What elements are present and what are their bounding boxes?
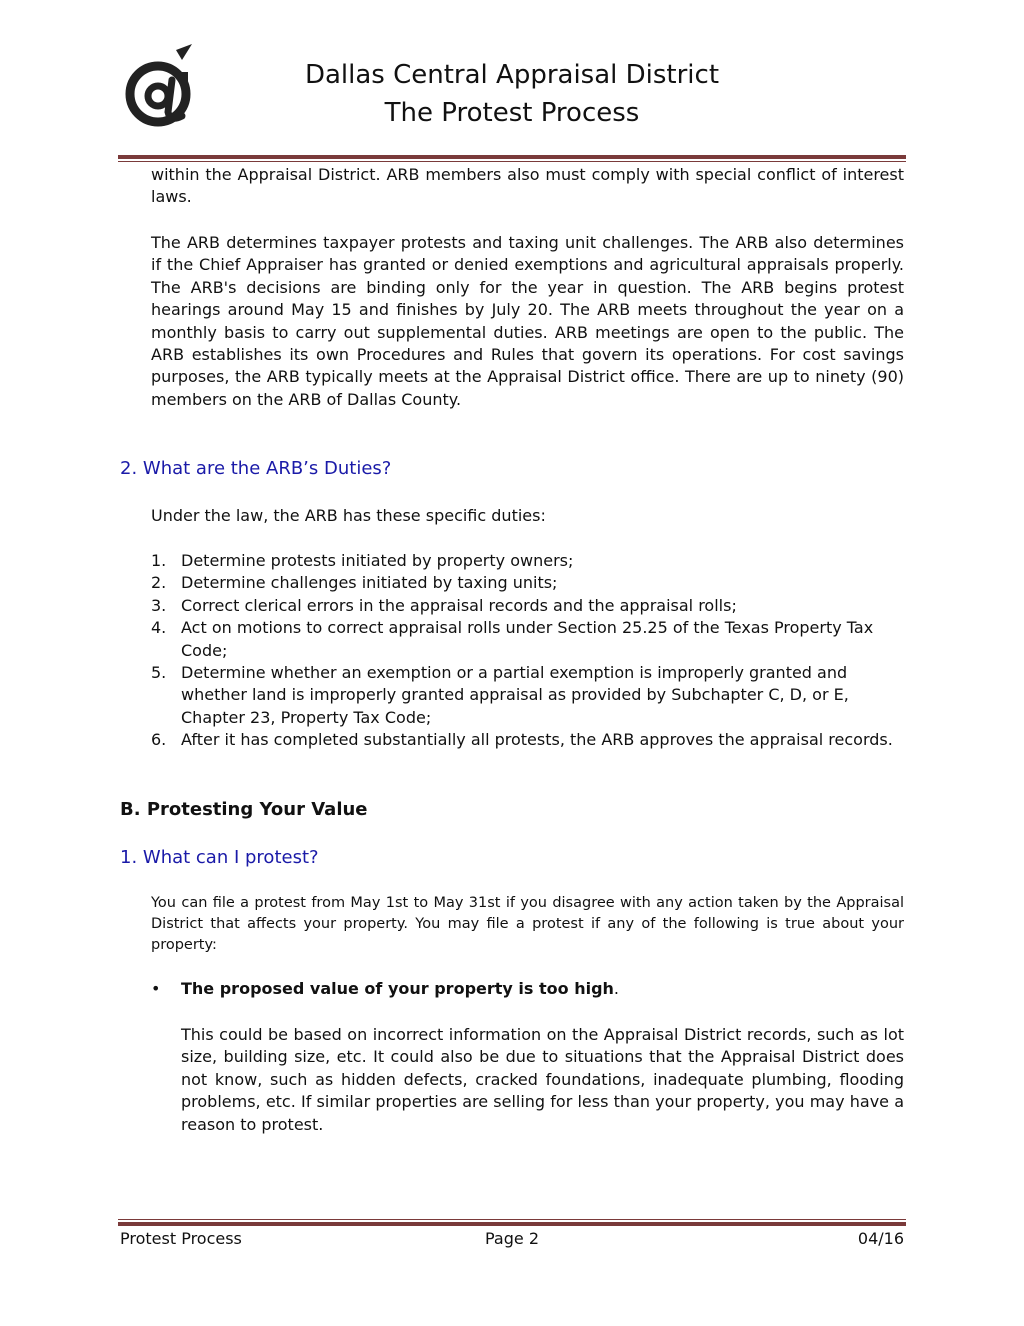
footer-divider xyxy=(118,1219,906,1226)
arb-description-paragraph: The ARB determines taxpayer protests and taxing unit challenges. The ARB also determines if the Chief Appraiser has granted or denied exemptions and agricultural appraisals properly. The ARB's decisions are binding only for the year in question. The ARB begins protest hearings around May 15 and finishes by July 20. The ARB meets throughout the year on a monthly basis to carry out supplemental duties. ARB meetings are open to the public. The ARB establishes its own Procedures and Rules that govern its operations. For cost savings purposes, the ARB typically meets at the Appraisal District office. There are up to ninety (90) members on the ARB of Dallas County. xyxy=(151,233,904,409)
header-doc-title: The Protest Process xyxy=(384,98,640,128)
header-divider xyxy=(118,155,906,162)
protest-intro-paragraph: You can file a protest from May 1st to May 31st if you disagree with any action taken by the Appraisal District that affects your property. You may file a protest if any of the following is true about your property: xyxy=(151,895,904,953)
list-item: 1. Determine protests initiated by property owners; xyxy=(151,551,574,570)
list-item: 2. Determine challenges initiated by taxing units; xyxy=(151,573,558,593)
list-item: 4. Act on motions to correct appraisal rolls under Section 25.25 of the Texas Property Tax Code; xyxy=(151,618,874,660)
bullet-dot: • xyxy=(151,979,161,998)
bullet-body-paragraph: This could be based on incorrect information on the Appraisal District records, such as lot size, building size, etc. It could also be due to situations that the Appraisal District does not know, such as hidden defects, cracked foundations, inadequate plumbing, flooding problems, etc. If similar properties are selling for less than your property, you may have a reason to protest. xyxy=(181,1025,904,1134)
what-can-i-protest-heading: 1. What can I protest? xyxy=(120,847,319,868)
duties-list xyxy=(151,550,904,752)
footer-doc-name: Protest Process xyxy=(120,1229,242,1248)
header-org-name: Dallas Central Appraisal District xyxy=(304,60,720,90)
duties-heading: 2. What are the ARB’s Duties? xyxy=(120,458,392,479)
footer-page-number: Page 2 xyxy=(485,1229,539,1248)
continuation-paragraph: within the Appraisal District. ARB members also must comply with special conflict of interest laws. xyxy=(151,165,904,207)
list-item: 6. After it has completed substantially all protests, the ARB approves the appraisal records. xyxy=(151,730,893,750)
list-item: 3. Correct clerical errors in the appraisal records and the appraisal rolls; xyxy=(151,595,737,615)
list-item: 5. Determine whether an exemption or a partial exemption is improperly granted and whether land is improperly granted appraisal as provided by Subchapter C, D, or E, Chapter 23, Property Tax Code; xyxy=(151,663,849,727)
section-b-heading: B. Protesting Your Value xyxy=(120,799,368,820)
bullet-bold-text: The proposed value of your property is too high xyxy=(181,979,614,998)
duties-intro: Under the law, the ARB has these specific duties: xyxy=(151,506,546,525)
footer-date: 04/16 xyxy=(857,1229,904,1248)
